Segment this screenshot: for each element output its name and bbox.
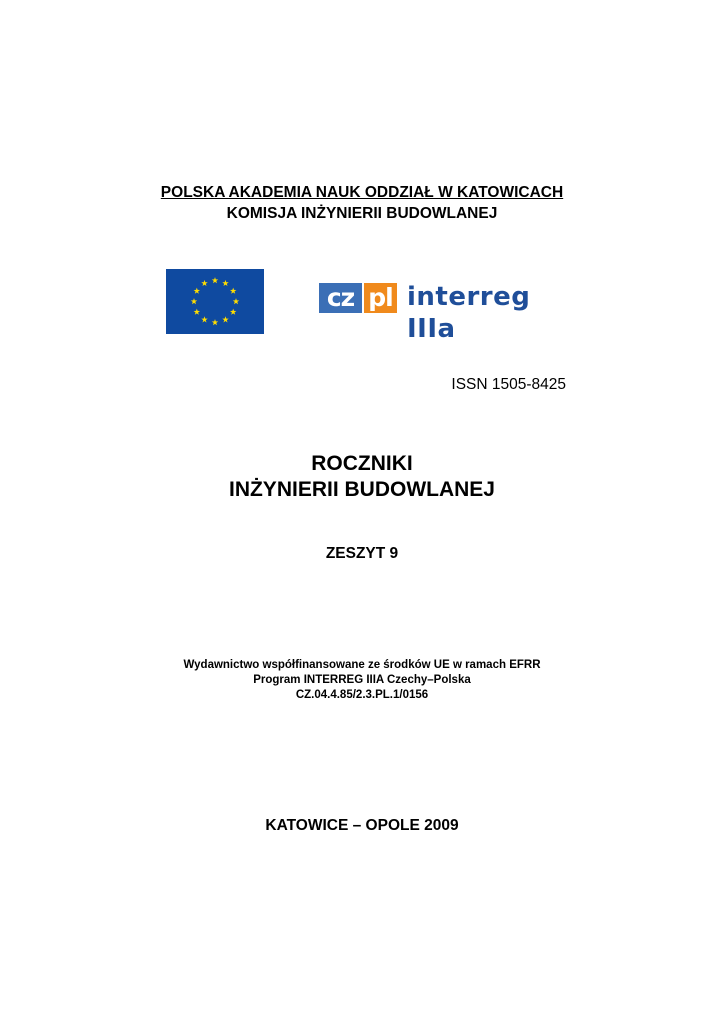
logo-pl: pl [364,283,397,313]
eu-flag-icon [166,269,264,334]
title-line-2: INŻYNIERII BUDOWLANEJ [228,478,495,501]
logo-cz: cz [319,283,362,313]
organization-name: POLSKA AKADEMIA NAUK ODDZIAŁ W KATOWICACH [160,184,564,201]
logo-interreg-text: interreg IIIa [407,282,531,344]
issue-number: ZESZYT 9 [325,545,399,562]
place-and-year: KATOWICE – OPOLE 2009 [265,817,459,834]
commission-name: KOMISJA INŻYNIERII BUDOWLANEJ [226,205,498,222]
title-line-1: ROCZNIKI [311,452,413,475]
funding-line-2: Program INTERREG IIIA Czechy–Polska [253,674,471,686]
issn: ISSN 1505-8425 [451,376,566,393]
interreg-logo [319,282,565,344]
funding-line-3: CZ.04.4.85/2.3.PL.1/0156 [295,689,429,701]
funding-line-1: Wydawnictwo współfinansowane ze środków UE w ramach EFRR [183,659,541,671]
